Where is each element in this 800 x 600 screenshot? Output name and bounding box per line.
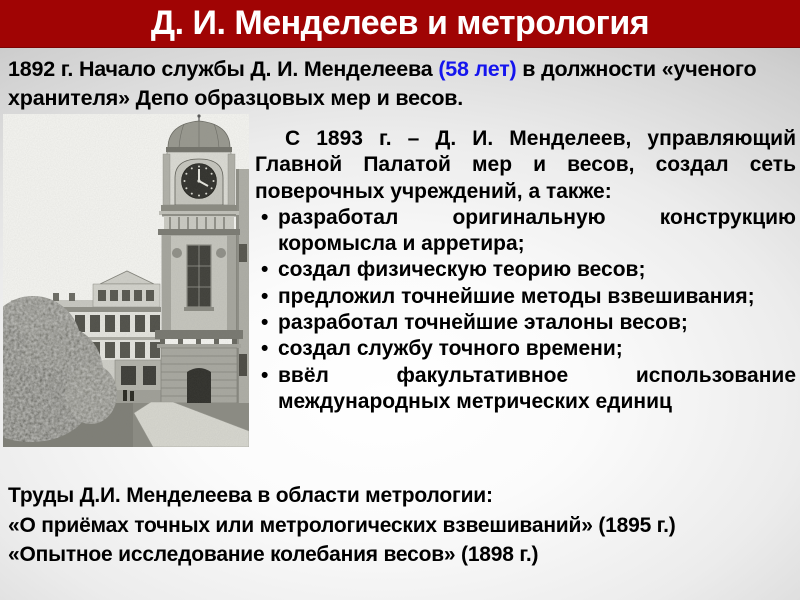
list-item: [255, 284, 796, 310]
building-with-clock-tower-photo: [3, 114, 249, 447]
text-run: (58 лет): [438, 57, 517, 81]
list-item-text: предложил точнейшие методы взвешивания;: [278, 284, 755, 308]
list-item: [255, 310, 796, 336]
list-item-text: «Опытное исследование колебания весов» (1898 г.): [8, 543, 539, 566]
works-heading: Труды Д.И. Менделеева в области метрологии:: [8, 484, 493, 507]
bullet-marker: •: [261, 205, 269, 229]
bullet-marker: •: [261, 337, 269, 361]
list-item-text: создал службу точного времени;: [278, 337, 623, 361]
bullet-marker: •: [261, 284, 269, 308]
list-item: [255, 257, 796, 283]
list-item-text: разработал оригинальную конструкцию коромысла и арретира;: [278, 205, 796, 256]
bullet-marker: •: [261, 311, 269, 335]
text-run: в должности «ученого хранителя» Депо образцовых мер и весов.: [8, 57, 757, 110]
list-item-text: разработал точнейшие эталоны весов;: [278, 311, 688, 335]
list-item: [255, 336, 796, 362]
slide-title: Д. И. Менделеев и метрология: [150, 4, 650, 42]
list-item: [8, 540, 794, 570]
bullet-marker: •: [261, 363, 269, 387]
works-list: [8, 511, 794, 570]
building-photo-drawing: [3, 114, 249, 447]
text-run: 1892 г. Начало службы Д. И. Менделеева: [8, 57, 439, 81]
list-item-text: ввёл факультативное использование международных метрических единиц: [278, 363, 796, 413]
works-block: [8, 481, 794, 570]
bullet-marker: •: [261, 258, 269, 282]
list-item-text: создал физическую теорию весов;: [278, 258, 646, 282]
list-item: [255, 205, 796, 258]
list-item: [8, 511, 794, 541]
list-item: [255, 363, 796, 416]
list-item-text: «О приёмах точных или метрологических взвешиваний» (1895 г.): [8, 513, 676, 537]
bullet-list: [255, 205, 796, 415]
main-text-block: [255, 126, 796, 415]
intro-paragraph: [8, 55, 790, 113]
photo-grain-overlay: [3, 114, 249, 447]
title-bar: [0, 0, 800, 48]
lead-paragraph: С 1893 г. – Д. И. Менделеев, управляющий Главной Палатой мер и весов, создал сеть поверочных учреждений, а также:: [255, 127, 796, 203]
